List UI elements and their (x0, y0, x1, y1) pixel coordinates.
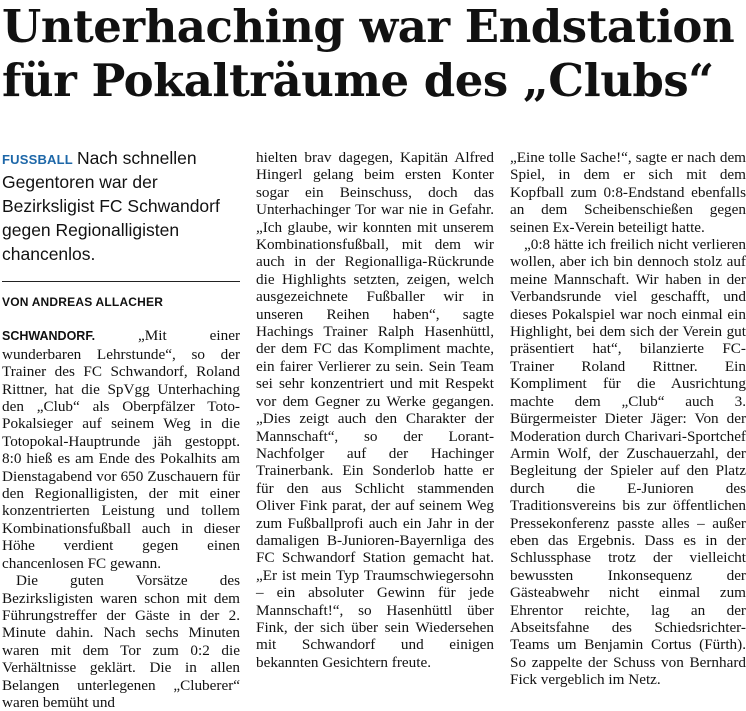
body-text: „Mit einer wunderbaren Lehrstunde“, so der Trainer des FC Schwandorf, Roland Rittner, hat die SpVgg Unterhaching den „Club“ als Oberpfälzer Toto-Pokalsieger auf seinem Weg in die Totopokal-Hauptrunde jäh gestoppt. 8:0 hieß es am Ende des Pokalhits am Dienstagabend vor 650 Zuschauern für den Regionalligisten, der mit einer konzentrierten Leistung und tollem Kombinationsfußball auch in dieser Höhe verdient gegen einen chancenlosen FC gewann. (2, 327, 240, 572)
article-column-2 (256, 149, 494, 671)
article-column-3 (510, 149, 746, 689)
body-paragraph-1 (2, 327, 240, 572)
body-paragraph-5: „0:8 hätte ich freilich nicht verlieren wollen, aber ich bin dennoch stolz auf meine Mannschaft. Wir haben in der Verbandsrunde viel geschafft, und dieses Pokalspiel war noch einmal ein Highlight, bei dem sich der Verein gut präsentiert hat“, bilanzierte FC-Trainer Roland Rittner. Ein Kompliment für die Ausrichtung machte dem „Club“ auch 3. Bürgermeister Dieter Jäger: Von der Moderation durch Charivari-Sportchef Armin Wolf, der Zuschauerzahl, der Begleitung der Spieler auf den Platz durch die E-Junioren des Traditionsvereins bis zur öffentlichen Pressekonferenz passte alles – außer eben das Ergebnis. Dass es in der Schlussphase trotz der vielleicht bewussten Inkonsequenz der Gästeabwehr nicht einmal zum Ehrentor reichte, lag an der Abseitsfahne des Schiedsrichter-Teams um Benjamin Cortus (Fürth). So zappelte der Schuss von Bernhard Fick vergeblich im Netz. (510, 236, 746, 689)
headline-line-2: für Pokalträume des „Clubs“ (2, 54, 714, 107)
intro (2, 147, 240, 267)
byline-divider (2, 281, 240, 282)
dateline: SCHWANDORF. (2, 329, 96, 344)
article-column-1 (2, 147, 240, 711)
byline: VON ANDREAS ALLACHER (2, 295, 164, 309)
section-kicker: FUSSBALL (2, 152, 73, 167)
headline-line-1: Unterhaching war Endstation (2, 0, 735, 53)
body-paragraph-2: Die guten Vorsätze des Bezirksligisten waren schon mit dem Führungstreffer der Gäste in der 2. Minute dahin. Nach sechs Minuten waren mit dem Tor zum 0:2 die Verhältnisse geklärt. Die in allen Belangen unterlegenen „Cluberer“ waren bemüht und (2, 572, 240, 711)
body-paragraph-3: hielten brav dagegen, Kapitän Alfred Hingerl gelang beim ersten Konter sogar ein Beinschuss, doch das Unterhachinger Tor war nie in Gefahr. „Ich glaube, wir konnten mit unserem Kombinationsfußball, mit dem wir auch in der Regionalliga-Rückrunde die Highlights setzten, zeigen, welch ausgezeichnete Fußballer wir in unseren Reihen haben“, sagte Hachings Trainer Ralph Hasenhüttl, der dem FC das Kompliment machte, ein fairer Verlierer zu sein. Sein Team sei sehr konzentriert und mit Respekt vor dem Gegner zu Werke gegangen. „Dies zeigt auch den Charakter der Mannschaft“, so der Lorant-Nachfolger auf der Hachinger Trainerbank. Ein Sonderlob hatte er für den aus Schlicht stammenden Oliver Fink parat, der auf seinem Weg zum Fußballprofi auch ein Jahr in der damaligen B-Junioren-Bayernliga des FC Schwandorf Station gemacht hat. „Er ist mein Typ Traumschwiegersohn – ein absoluter Gewinn für jede Mannschaft!“, so Hasenhüttl über Fink, der sich über sein Wiedersehen mit Schwandorf und einigen bekannten Gesichtern freute. (256, 149, 494, 671)
body-paragraph-4: „Eine tolle Sache!“, sagte er nach dem Spiel, in dem er sich mit dem Kopfball zum 0:8-Endstand ebenfalls an dem Scheibenschießen gegen seinen Ex-Verein beteiligt hatte. (510, 149, 746, 236)
headline (2, 0, 744, 108)
lead-text: Nach schnellen Gegentoren war der Bezirksligist FC Schwandorf gegen Regionalligisten chancenlos. (2, 148, 220, 264)
